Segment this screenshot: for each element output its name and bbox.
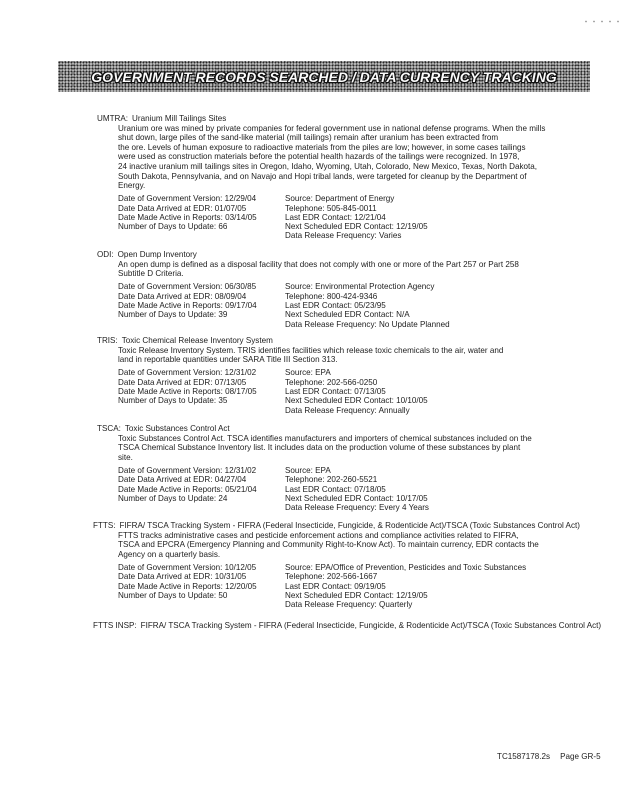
made-active-value: 08/17/05 xyxy=(225,387,257,397)
last-contact-row xyxy=(285,582,526,591)
last-contact-label: Last EDR Contact: xyxy=(285,212,353,222)
source-row xyxy=(285,282,450,291)
days-to-update-label: Number of Days to Update: xyxy=(118,222,217,232)
record-name: Toxic Chemical Release Inventory System xyxy=(121,336,273,346)
description-line: TSCA Chemical Substance Inventory list. It includes data on the production volume of these substances by plant xyxy=(118,443,521,453)
source-label: Source: xyxy=(285,466,313,476)
days-to-update-label: Number of Days to Update: xyxy=(118,493,217,503)
arrived-at-edr-value: 07/13/05 xyxy=(214,377,247,387)
description-line: the ore. Levels of human exposure to radioactive materials from the piles are low; however, in some cases tailings xyxy=(118,142,526,152)
source-value: EPA xyxy=(315,368,331,378)
record-code: ODI: xyxy=(97,250,114,260)
days-to-update-value: 50 xyxy=(218,590,228,600)
government-version-label: Date of Government Version: xyxy=(118,282,223,292)
record-name: Toxic Substances Control Act xyxy=(124,424,230,434)
next-contact-value: N/A xyxy=(396,310,410,320)
arrived-at-edr-label: Date Data Arrived at EDR: xyxy=(118,377,213,387)
record-code: FTTS INSP: xyxy=(93,621,137,631)
release-frequency-value: Every 4 Years xyxy=(379,503,429,513)
description-line: Subtitle D Criteria. xyxy=(118,269,184,279)
government-version-row xyxy=(118,194,257,203)
last-contact-value: 07/18/05 xyxy=(354,484,386,494)
section-banner xyxy=(58,61,590,92)
release-frequency-label: Data Release Frequency: xyxy=(285,319,377,329)
version-dates xyxy=(118,282,257,319)
record-tsca xyxy=(0,424,644,512)
next-contact-row xyxy=(285,494,429,503)
next-contact-row xyxy=(285,591,526,600)
description-line: land in reportable quantities under SARA Title III Section 313. xyxy=(118,355,338,365)
days-to-update-row xyxy=(118,222,257,231)
government-version-label: Date of Government Version: xyxy=(118,563,223,573)
release-frequency-label: Data Release Frequency: xyxy=(285,503,377,513)
arrived-at-edr-value: 10/31/05 xyxy=(214,572,247,582)
telephone-value: 202-566-1667 xyxy=(326,572,378,582)
record-title xyxy=(0,424,644,434)
record-metadata xyxy=(0,368,644,415)
days-to-update-value: 24 xyxy=(218,493,228,503)
record-metadata xyxy=(0,466,644,513)
government-version-row xyxy=(118,282,257,291)
version-dates xyxy=(118,368,257,405)
record-description xyxy=(0,346,644,365)
record-name: Open Dump Inventory xyxy=(117,250,197,260)
description-line: Toxic Release Inventory System. TRIS identifies facilities which release toxic chemicals to the air, water and xyxy=(118,345,504,355)
version-dates xyxy=(118,563,257,600)
made-active-value: 05/21/04 xyxy=(225,484,257,494)
page-number: Page GR-5 xyxy=(560,752,601,761)
description-line: Toxic Substances Control Act. TSCA identifies manufacturers and importers of chemical substances included on the xyxy=(118,433,532,443)
days-to-update-label: Number of Days to Update: xyxy=(118,310,217,320)
arrived-at-edr-value: 01/07/05 xyxy=(214,203,247,213)
release-frequency-label: Data Release Frequency: xyxy=(285,600,377,610)
next-contact-row xyxy=(285,396,428,405)
last-contact-row xyxy=(285,387,428,396)
made-active-row xyxy=(118,213,257,222)
page-footer xyxy=(497,752,601,762)
arrived-at-edr-label: Date Data Arrived at EDR: xyxy=(118,572,213,582)
record-title xyxy=(0,114,644,124)
last-contact-label: Last EDR Contact: xyxy=(285,301,353,311)
arrived-at-edr-value: 08/09/04 xyxy=(214,291,247,301)
made-active-row xyxy=(118,301,257,310)
record-code: FTTS: xyxy=(93,521,116,531)
days-to-update-row xyxy=(118,396,257,405)
last-contact-label: Last EDR Contact: xyxy=(285,387,353,397)
version-dates xyxy=(118,466,257,503)
record-metadata xyxy=(0,194,644,241)
made-active-label: Date Made Active in Reports: xyxy=(118,484,223,494)
record-description xyxy=(0,260,644,279)
record-code: UMTRA: xyxy=(97,114,129,123)
made-active-label: Date Made Active in Reports: xyxy=(118,581,223,591)
next-contact-row xyxy=(285,222,428,231)
telephone-label: Telephone: xyxy=(285,291,325,301)
record-title xyxy=(0,250,644,260)
made-active-row xyxy=(118,485,257,494)
document-id: TC1587178.2s xyxy=(497,752,551,761)
last-contact-label: Last EDR Contact: xyxy=(285,581,353,591)
release-frequency-row xyxy=(285,406,428,415)
government-version-row xyxy=(118,466,257,475)
days-to-update-row xyxy=(118,310,257,319)
telephone-label: Telephone: xyxy=(285,475,325,485)
source-label: Source: xyxy=(285,194,313,204)
source-label: Source: xyxy=(285,368,313,378)
telephone-row xyxy=(285,378,428,387)
days-to-update-row xyxy=(118,591,257,600)
telephone-label: Telephone: xyxy=(285,203,325,213)
made-active-label: Date Made Active in Reports: xyxy=(118,212,223,222)
telephone-row xyxy=(285,292,450,301)
source-row xyxy=(285,563,526,572)
description-line: Uranium ore was mined by private companies for federal government use in national defense programs. When the mills xyxy=(118,123,546,133)
arrived-at-edr-row xyxy=(118,204,257,213)
made-active-label: Date Made Active in Reports: xyxy=(118,301,223,311)
description-line: were used as construction materials before the potential health hazards of the tailings were recognized. In 1978, xyxy=(118,152,520,162)
release-frequency-row xyxy=(285,231,428,240)
telephone-row xyxy=(285,204,428,213)
next-contact-label: Next Scheduled EDR Contact: xyxy=(285,222,394,232)
description-line: An open dump is defined as a disposal facility that does not comply with one or more of the Part 257 or Part 258 xyxy=(118,259,519,269)
source-value: Environmental Protection Agency xyxy=(315,282,435,292)
days-to-update-value: 39 xyxy=(218,310,228,320)
government-version-value: 12/31/02 xyxy=(224,466,257,476)
record-code: TSCA: xyxy=(97,424,121,434)
government-version-row xyxy=(118,563,257,572)
source-value: EPA/Office of Prevention, Pesticides and Toxic Substances xyxy=(315,563,527,573)
next-contact-label: Next Scheduled EDR Contact: xyxy=(285,590,394,600)
record-title xyxy=(0,521,644,531)
record-umtra xyxy=(0,114,644,241)
record-description xyxy=(0,434,644,463)
arrived-at-edr-label: Date Data Arrived at EDR: xyxy=(118,475,213,485)
arrived-at-edr-value: 04/27/04 xyxy=(214,475,247,485)
telephone-row xyxy=(285,475,429,484)
last-contact-value: 09/19/05 xyxy=(354,581,386,591)
release-frequency-value: No Update Planned xyxy=(379,319,450,329)
made-active-value: 03/14/05 xyxy=(225,212,257,222)
release-frequency-value: Annually xyxy=(378,405,410,415)
source-contact xyxy=(285,194,428,240)
next-contact-row xyxy=(285,310,450,319)
description-line: Agency on a quarterly basis. xyxy=(118,549,221,559)
source-label: Source: xyxy=(285,282,313,292)
government-version-label: Date of Government Version: xyxy=(118,194,223,204)
made-active-row xyxy=(118,582,257,591)
next-contact-label: Next Scheduled EDR Contact: xyxy=(285,396,394,406)
description-line: TSCA and EPCRA (Emergency Planning and Community Right-to-Know Act). To maintain currency, EDR contacts the xyxy=(118,540,539,550)
record-metadata xyxy=(0,282,644,329)
record-odi xyxy=(0,250,644,329)
record-title xyxy=(0,336,644,346)
days-to-update-row xyxy=(118,494,257,503)
made-active-row xyxy=(118,387,257,396)
record-title xyxy=(0,621,644,631)
description-line: Energy. xyxy=(118,181,146,191)
last-contact-row xyxy=(285,301,450,310)
arrived-at-edr-row xyxy=(118,292,257,301)
source-value: EPA xyxy=(315,466,331,476)
government-version-label: Date of Government Version: xyxy=(118,368,223,378)
arrived-at-edr-row xyxy=(118,378,257,387)
record-description xyxy=(0,531,644,560)
page-title: GOVERNMENT RECORDS SEARCHED / DATA CURRENCY TRACKING xyxy=(91,69,557,85)
release-frequency-row xyxy=(285,320,450,329)
record-name: Uranium Mill Tailings Sites xyxy=(132,114,227,123)
release-frequency-value: Varies xyxy=(379,231,402,241)
record-ftts-insp xyxy=(0,621,644,631)
telephone-value: 505-845-0011 xyxy=(326,203,377,213)
government-version-value: 12/31/02 xyxy=(224,368,257,378)
days-to-update-value: 35 xyxy=(218,396,228,406)
description-line: shut down, large piles of the sand-like material (mill tailings) remain after uranium has been extracted from xyxy=(118,133,499,143)
source-value: Department of Energy xyxy=(315,194,395,204)
version-dates xyxy=(118,194,257,231)
release-frequency-value: Quarterly xyxy=(379,600,413,610)
source-contact xyxy=(285,563,526,609)
last-contact-row xyxy=(285,485,429,494)
source-label: Source: xyxy=(285,563,313,573)
arrived-at-edr-row xyxy=(118,572,257,581)
telephone-value: 202-260-5521 xyxy=(326,475,378,485)
next-contact-label: Next Scheduled EDR Contact: xyxy=(285,493,394,503)
scan-specks xyxy=(582,20,622,23)
next-contact-value: 12/19/05 xyxy=(396,222,428,232)
last-contact-row xyxy=(285,213,428,222)
source-contact xyxy=(285,368,428,414)
government-version-value: 10/12/05 xyxy=(224,563,257,573)
next-contact-label: Next Scheduled EDR Contact: xyxy=(285,310,394,320)
next-contact-value: 12/19/05 xyxy=(396,590,428,600)
record-ftts xyxy=(0,521,644,609)
next-contact-value: 10/17/05 xyxy=(396,493,428,503)
arrived-at-edr-label: Date Data Arrived at EDR: xyxy=(118,291,213,301)
made-active-value: 12/20/05 xyxy=(225,581,257,591)
description-line: site. xyxy=(118,452,133,462)
release-frequency-row xyxy=(285,503,429,512)
arrived-at-edr-row xyxy=(118,475,257,484)
next-contact-value: 10/10/05 xyxy=(396,396,428,406)
release-frequency-label: Data Release Frequency: xyxy=(285,405,377,415)
last-contact-value: 12/21/04 xyxy=(354,212,386,222)
government-version-value: 06/30/85 xyxy=(224,282,257,292)
record-name: FIFRA/ TSCA Tracking System - FIFRA (Federal Insecticide, Fungicide, & Rodenticide Act)/TSCA (Toxic Substances Control Act) xyxy=(119,521,580,531)
record-code: TRIS: xyxy=(97,336,118,346)
government-version-row xyxy=(118,368,257,377)
source-row xyxy=(285,194,428,203)
description-line: 24 inactive uranium mill tailings sites in Oregon, Idaho, Wyoming, Utah, Colorado, New Mexico, Texas, North Dakota, xyxy=(118,161,538,171)
days-to-update-value: 66 xyxy=(218,222,228,232)
arrived-at-edr-label: Date Data Arrived at EDR: xyxy=(118,203,213,213)
last-contact-value: 05/23/95 xyxy=(354,301,386,311)
record-tris xyxy=(0,336,644,415)
made-active-value: 09/17/04 xyxy=(225,301,257,311)
telephone-value: 800-424-9346 xyxy=(326,291,378,301)
government-version-label: Date of Government Version: xyxy=(118,466,223,476)
telephone-value: 202-566-0250 xyxy=(326,377,378,387)
release-frequency-row xyxy=(285,600,526,609)
source-contact xyxy=(285,282,450,328)
last-contact-value: 07/13/05 xyxy=(354,387,386,397)
made-active-label: Date Made Active in Reports: xyxy=(118,387,223,397)
record-name: FIFRA/ TSCA Tracking System - FIFRA (Federal Insecticide, Fungicide, & Rodenticide Act)/TSCA (Toxic Substances Control Act) xyxy=(140,621,602,631)
record-description xyxy=(0,124,644,191)
last-contact-label: Last EDR Contact: xyxy=(285,484,353,494)
record-metadata xyxy=(0,563,644,610)
telephone-label: Telephone: xyxy=(285,377,325,387)
government-version-value: 12/29/04 xyxy=(224,194,257,204)
telephone-label: Telephone: xyxy=(285,572,325,582)
days-to-update-label: Number of Days to Update: xyxy=(118,396,217,406)
source-row xyxy=(285,368,428,377)
description-line: South Dakota, Pennsylvania, and on Navajo and Hopi tribal lands, were targeted for cleanup by the Department of xyxy=(118,171,527,181)
days-to-update-label: Number of Days to Update: xyxy=(118,590,217,600)
source-row xyxy=(285,466,429,475)
source-contact xyxy=(285,466,429,512)
description-line: FTTS tracks administrative cases and pesticide enforcement actions and compliance activities related to FIFRA, xyxy=(118,530,519,540)
release-frequency-label: Data Release Frequency: xyxy=(285,231,377,241)
telephone-row xyxy=(285,572,526,581)
